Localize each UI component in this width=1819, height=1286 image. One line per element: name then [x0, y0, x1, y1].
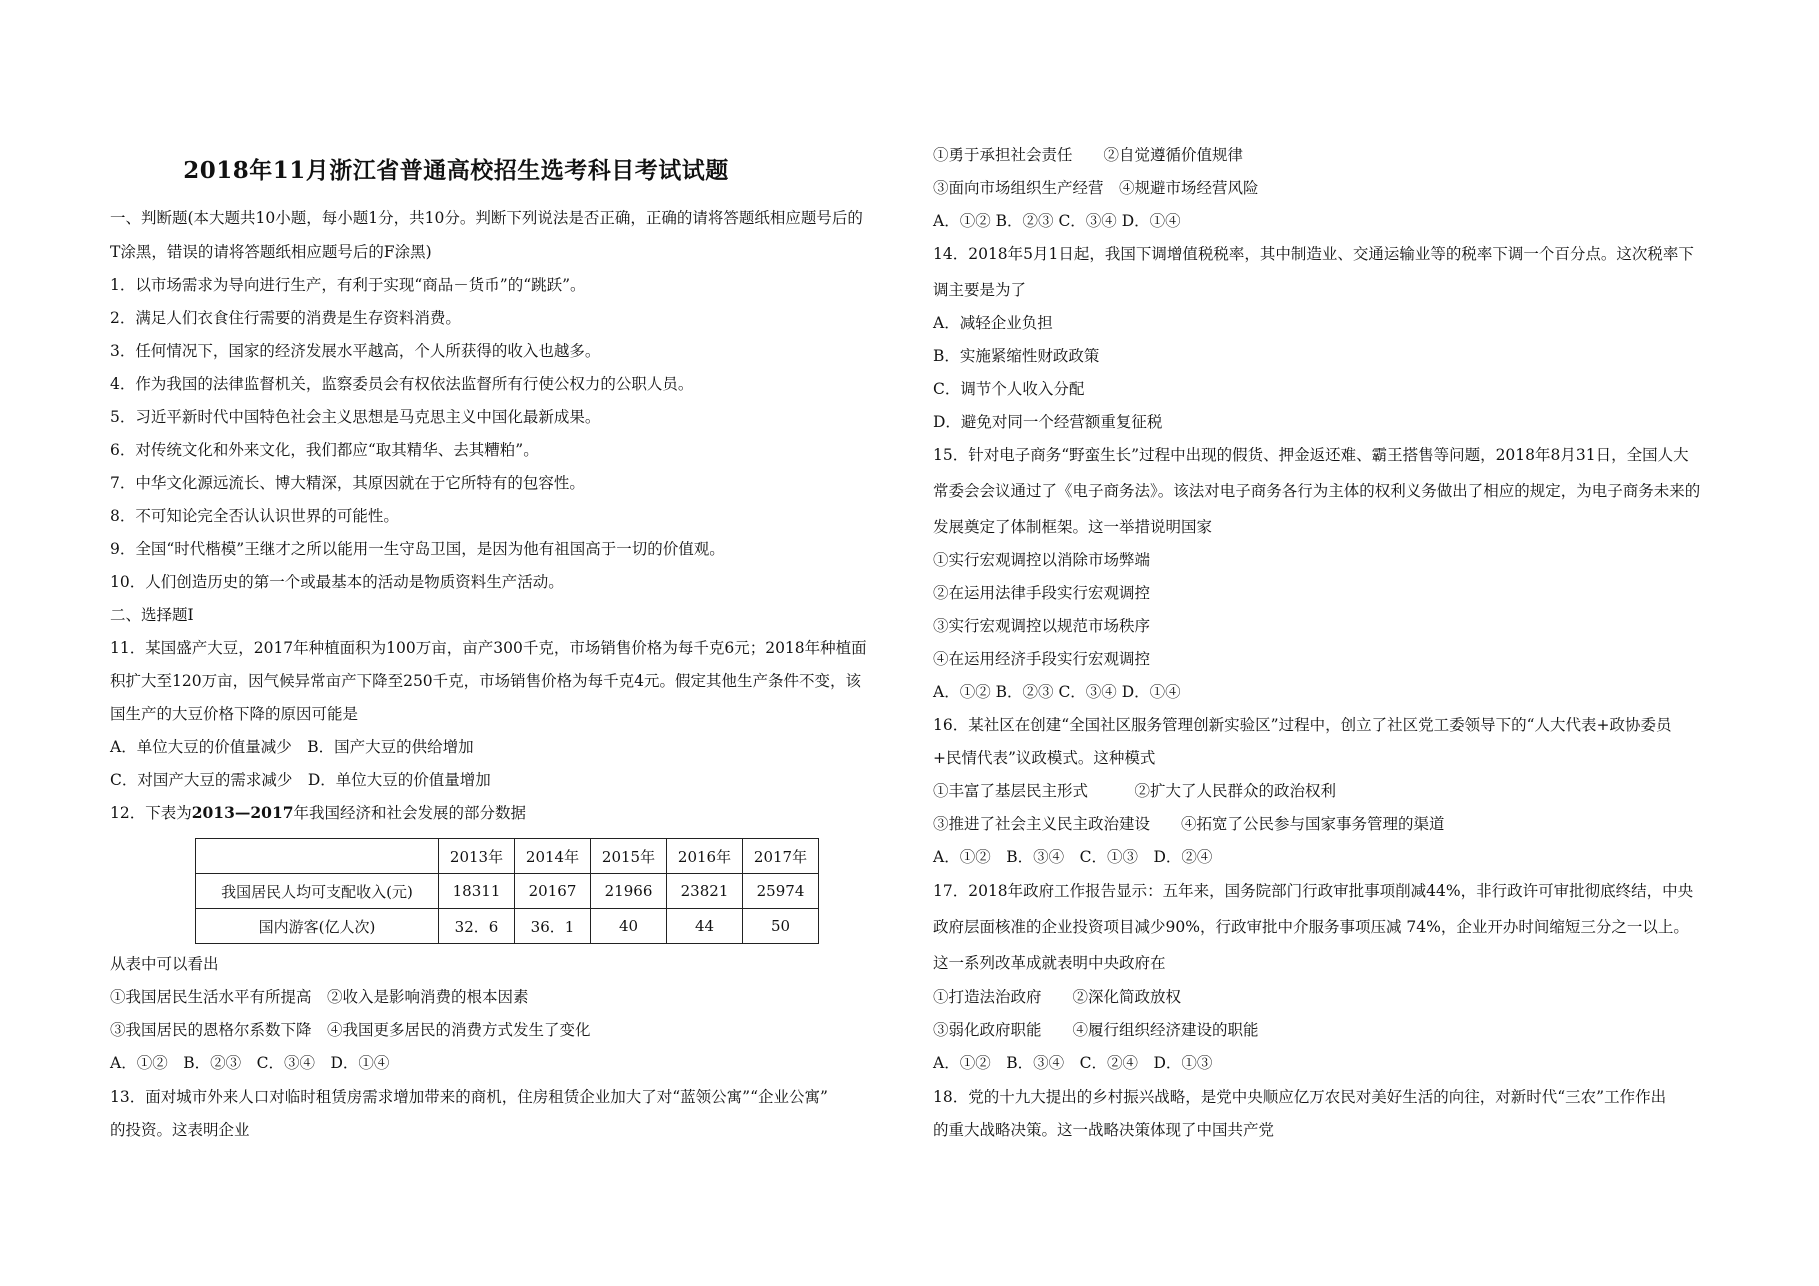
- question-13-options-34: ③面向市场组织生产经营 ④规避市场经营风险: [933, 179, 1259, 197]
- question-5: 5．习近平新时代中国特色社会主义思想是马克思主义中国化最新成果。: [110, 408, 601, 426]
- question-15-answers: A．①② B．②③ C．③④ D．①④: [933, 683, 1181, 701]
- question-7: 7．中华文化源远流长、博大精深，其原因就在于它所特有的包容性。: [110, 474, 585, 492]
- question-10: 10．人们创造历史的第一个或最基本的活动是物质资料生产活动。: [110, 573, 564, 591]
- question-6: 6．对传统文化和外来文化，我们都应“取其精华、去其糟粕”。: [110, 441, 539, 459]
- question-1: 1．以市场需求为导向进行生产，有利于实现“商品－货币”的“跳跃”。: [110, 276, 586, 294]
- question-11-options-ab: A．单位大豆的价值量减少 B．国产大豆的供给增加: [110, 738, 474, 756]
- question-13-answers: A．①② B．②③ C．③④ D．①④: [933, 212, 1181, 230]
- table-cell: 18311: [439, 874, 515, 909]
- question-12-answers: A．①② B．②③ C．③④ D．①④: [110, 1054, 390, 1072]
- question-14-option-a: A．减轻企业负担: [933, 314, 1053, 332]
- table-cell: 23821: [667, 874, 743, 909]
- question-15-option-4: ④在运用经济手段实行宏观调控: [933, 650, 1151, 668]
- question-2: 2．满足人们衣食住行需要的消费是生存资料消费。: [110, 309, 461, 327]
- table-header-cell: 2015年: [591, 839, 667, 874]
- question-16-line2: +民情代表”议政模式。这种模式: [933, 749, 1156, 767]
- question-11-line2: 积扩大至120万亩，因气候异常亩产下降至250千克，市场销售价格为每千克4元。假定其他生产条件不变，该: [110, 672, 862, 690]
- table-cell: 44: [667, 909, 743, 944]
- question-12-options-12: ①我国居民生活水平有所提高 ②收入是影响消费的根本因素: [110, 988, 529, 1006]
- question-16-answers: A．①② B．③④ C．①③ D．②④: [933, 848, 1213, 866]
- question-17-answers: A．①② B．③④ C．②④ D．①③: [933, 1054, 1213, 1072]
- question-12-options-34: ③我国居民的恩格尔系数下降 ④我国更多居民的消费方式发生了变化: [110, 1021, 591, 1039]
- question-12-stem: [110, 803, 526, 823]
- table-cell: 50: [743, 909, 819, 944]
- question-16-options-12: ①丰富了基层民主形式 ②扩大了人民群众的政治权利: [933, 782, 1337, 800]
- question-15-option-1: ①实行宏观调控以消除市场弊端: [933, 551, 1151, 569]
- question-17-line3: 这一系列改革成就表明中央政府在: [933, 954, 1166, 972]
- table-cell: 36．1: [515, 909, 591, 944]
- section2-heading: 二、选择题Ⅰ: [110, 606, 194, 624]
- question-14-line1: 14．2018年5月1日起，我国下调增值税税率，其中制造业、交通运输业等的税率下调一个百分点。这次税率下: [933, 245, 1694, 263]
- page-title: 2018年11月浙江省普通高校招生选考科目考试试题: [183, 157, 729, 184]
- question-12-stem-years: 2013—2017: [191, 803, 294, 822]
- question-16-line1: 16．某社区在创建“全国社区服务管理创新实验区”过程中，创立了社区党工委领导下的“人大代表+政协委员: [933, 716, 1672, 734]
- table-row: [196, 909, 819, 944]
- question-12-stem-pre: 12．下表为: [110, 804, 192, 822]
- question-3: 3．任何情况下，国家的经济发展水平越高，个人所获得的收入也越多。: [110, 342, 601, 360]
- economic-data-table: [195, 838, 819, 944]
- table-cell: 20167: [515, 874, 591, 909]
- question-13-line1: 13．面对城市外来人口对临时租赁房需求增加带来的商机，住房租赁企业加大了对“蓝领公寓”“企业公寓”: [110, 1088, 828, 1106]
- question-4: 4．作为我国的法律监督机关，监察委员会有权依法监督所有行使公权力的公职人员。: [110, 375, 694, 393]
- table-header-cell: 2014年: [515, 839, 591, 874]
- table-cell: 32．6: [439, 909, 515, 944]
- table-row: [196, 874, 819, 909]
- section1-intro-line1: 一、判断题(本大题共10小题，每小题1分，共10分。判断下列说法是否正确，正确的请将答题纸相应题号后的: [110, 209, 863, 227]
- question-14-option-b: B．实施紧缩性财政政策: [933, 347, 1100, 365]
- table-header-cell: [196, 839, 439, 874]
- question-11-options-cd: C．对国产大豆的需求减少 D．单位大豆的价值量增加: [110, 771, 491, 789]
- question-16-options-34: ③推进了社会主义民主政治建设 ④拓宽了公民参与国家事务管理的渠道: [933, 815, 1445, 833]
- table-cell: 国内游客(亿人次): [196, 909, 439, 944]
- question-14-option-d: D．避免对同一个经营额重复征税: [933, 413, 1163, 431]
- question-17-options-34: ③弱化政府职能 ④履行组织经济建设的职能: [933, 1021, 1259, 1039]
- question-14-line2: 调主要是为了: [933, 281, 1027, 299]
- question-12-stem-post: 年我国经济和社会发展的部分数据: [293, 804, 527, 822]
- question-18-line1: 18．党的十九大提出的乡村振兴战略，是党中央顺应亿万农民对美好生活的向往，对新时代“三农”工作作出: [933, 1088, 1667, 1106]
- table-header-cell: 2016年: [667, 839, 743, 874]
- question-15-line1: 15．针对电子商务“野蛮生长”过程中出现的假货、押金返还难、霸王搭售等问题，2018年8月31日，全国人大: [933, 446, 1689, 464]
- table-header-cell: 2017年: [743, 839, 819, 874]
- question-15-line3: 发展奠定了体制框架。这一举措说明国家: [933, 518, 1213, 536]
- question-18-line2: 的重大战略决策。这一战略决策体现了中国共产党: [933, 1121, 1275, 1139]
- section1-intro-line2: T涂黑，错误的请将答题纸相应题号后的F涂黑): [110, 243, 432, 261]
- question-17-line2: 政府层面核准的企业投资项目减少90%，行政审批中介服务事项压减 74%，企业开办时间缩短三分之一以上。: [933, 918, 1689, 936]
- table-cell: 我国居民人均可支配收入(元): [196, 874, 439, 909]
- table-cell: 25974: [743, 874, 819, 909]
- question-13-line2: 的投资。这表明企业: [110, 1121, 250, 1139]
- question-12-after-table: 从表中可以看出: [110, 955, 219, 973]
- question-15-option-3: ③实行宏观调控以规范市场秩序: [933, 617, 1151, 635]
- question-9: 9．全国“时代楷模”王继才之所以能用一生守岛卫国，是因为他有祖国高于一切的价值观。: [110, 540, 725, 558]
- question-8: 8．不可知论完全否认认识世界的可能性。: [110, 507, 399, 525]
- table-cell: 40: [591, 909, 667, 944]
- table-cell: 21966: [591, 874, 667, 909]
- question-17-line1: 17．2018年政府工作报告显示：五年来，国务院部门行政审批事项削减44%，非行政许可审批彻底终结，中央: [933, 882, 1694, 900]
- question-14-option-c: C．调节个人收入分配: [933, 380, 1085, 398]
- question-15-option-2: ②在运用法律手段实行宏观调控: [933, 584, 1151, 602]
- table-header-row: [196, 839, 819, 874]
- question-15-line2: 常委会会议通过了《电子商务法》。该法对电子商务各行为主体的权利义务做出了相应的规定，为电子商务未来的: [933, 482, 1701, 500]
- question-11-line1: 11．某国盛产大豆，2017年种植面积为100万亩，亩产300千克，市场销售价格为每千克6元；2018年种植面: [110, 639, 867, 657]
- question-17-options-12: ①打造法治政府 ②深化简政放权: [933, 988, 1182, 1006]
- question-11-line3: 国生产的大豆价格下降的原因可能是: [110, 705, 359, 723]
- question-13-options-12: ①勇于承担社会责任 ②自觉遵循价值规律: [933, 146, 1244, 164]
- table-header-cell: 2013年: [439, 839, 515, 874]
